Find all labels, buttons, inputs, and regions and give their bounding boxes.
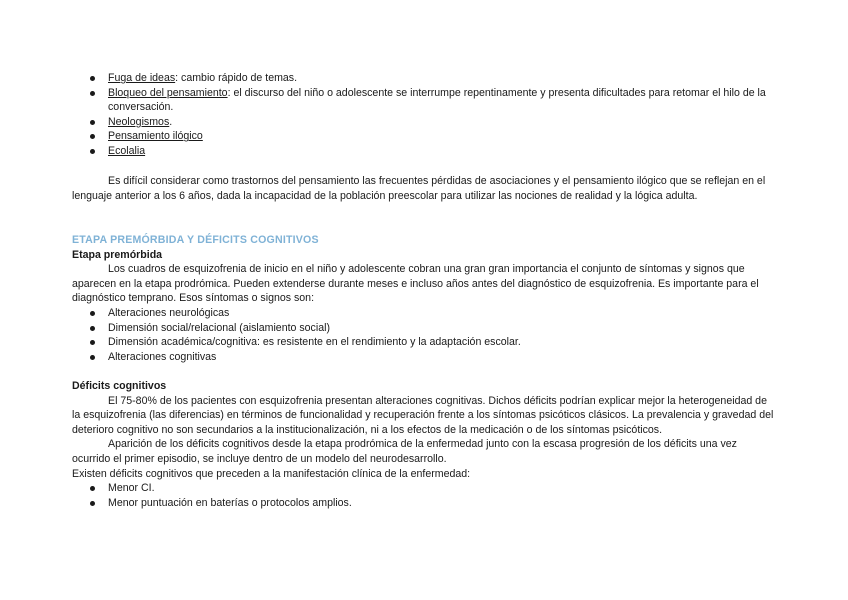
bullet-icon <box>90 76 95 81</box>
thought-disorder-list-block <box>72 71 778 159</box>
list-item <box>72 350 778 365</box>
bullet-icon <box>90 120 95 125</box>
section-block <box>72 233 778 364</box>
list-item <box>72 115 778 130</box>
term-label: Bloqueo del pensamiento <box>108 86 228 99</box>
term-label: Fuga de ideas <box>108 72 176 84</box>
term-description: . <box>169 115 173 128</box>
bullet-icon <box>90 149 95 154</box>
term-description: : cambio rápido de temas. <box>175 72 298 84</box>
bullet-icon <box>90 91 95 96</box>
term-description: : el discurso del niño o adolescente se interrumpe repentinamente y presenta dificultades para retomar el hilo de la conversación. <box>108 86 766 114</box>
section-heading: ETAPA PREMÓRBIDA Y DÉFICITS COGNITIVOS <box>72 234 319 246</box>
bullet-icon <box>90 340 95 345</box>
paragraph: Existen déficits cognitivos que preceden a la manifestación clínica de la enfermedad: <box>72 467 471 480</box>
list-item-text: Dimensión social/relacional (aislamiento social) <box>108 321 330 334</box>
term-label: Pensamiento ilógico <box>108 130 203 143</box>
list-item <box>72 481 778 496</box>
list-item <box>72 86 778 115</box>
list-item-text: Alteraciones neurológicas <box>108 306 230 319</box>
paragraph-block <box>72 174 778 203</box>
list-item <box>72 129 778 144</box>
bullet-icon <box>90 486 95 491</box>
bullet-icon <box>90 326 95 331</box>
thought-disorder-list <box>72 71 778 159</box>
list-item <box>72 306 778 321</box>
term-label: Neologismos <box>108 115 170 128</box>
list-item <box>72 321 778 336</box>
paragraph: Es difícil considerar como trastornos del pensamiento las frecuentes pérdidas de asociaciones y el pensamiento ilógico que se reflejan en el lenguaje anterior a los 6 años, dada la incapacidad de la población preescolar para utilizar las nociones de realidad y la lógica adulta. <box>72 175 766 202</box>
term-label: Ecolalia <box>108 144 146 157</box>
bullet-icon <box>90 311 95 316</box>
list-item <box>72 496 778 511</box>
bullet-icon <box>90 501 95 506</box>
cognitive-deficits-block <box>72 379 778 510</box>
bullet-icon <box>90 134 95 139</box>
prodromal-signs-list <box>72 306 778 364</box>
subheading-cognitive-deficits: Déficits cognitivos <box>72 380 167 392</box>
list-item <box>72 71 778 86</box>
preceding-deficits-list <box>72 481 778 510</box>
list-item-text: Menor CI. <box>108 482 155 495</box>
list-item <box>72 335 778 350</box>
subheading-premorbid: Etapa premórbida <box>72 248 163 261</box>
list-item <box>72 144 778 159</box>
list-item-text: Alteraciones cognitivas <box>108 350 217 363</box>
paragraph: Aparición de los déficits cognitivos desde la etapa prodrómica de la enfermedad junto con la escasa progresión de los déficits una vez ocurrido el primer episodio, se incluye dentro de un modelo del neurodesarrollo. <box>72 438 737 465</box>
paragraph: El 75-80% de los pacientes con esquizofrenia presentan alteraciones cognitivas. Dichos déficits podrían explicar mejor la heterogeneidad de la esquizofrenia (las diferencias) en términos de funcionalidad y recuperación frente a los síntomas psicóticos clásicos. La prevalencia y gravedad del deterioro cognitivo no son secundarios a la institucionalización, ni a los efectos de la medicación o de los síntomas psicóticos. <box>72 394 774 436</box>
list-item-text: Dimensión académica/cognitiva: es resistente en el rendimiento y la adaptación escolar. <box>108 336 521 349</box>
list-item-text: Menor puntuación en baterías o protocolos amplios. <box>108 496 352 509</box>
bullet-icon <box>90 355 95 360</box>
paragraph: Los cuadros de esquizofrenia de inicio en el niño y adolescente cobran una gran gran importancia el conjunto de síntomas y signos que aparecen en la etapa prodrómica. Pueden extenderse durante meses e incluso años antes del diagnóstico de esquizofrenia. Es importante para el diagnóstico temprano. Esos síntomas o signos son: <box>72 263 759 305</box>
